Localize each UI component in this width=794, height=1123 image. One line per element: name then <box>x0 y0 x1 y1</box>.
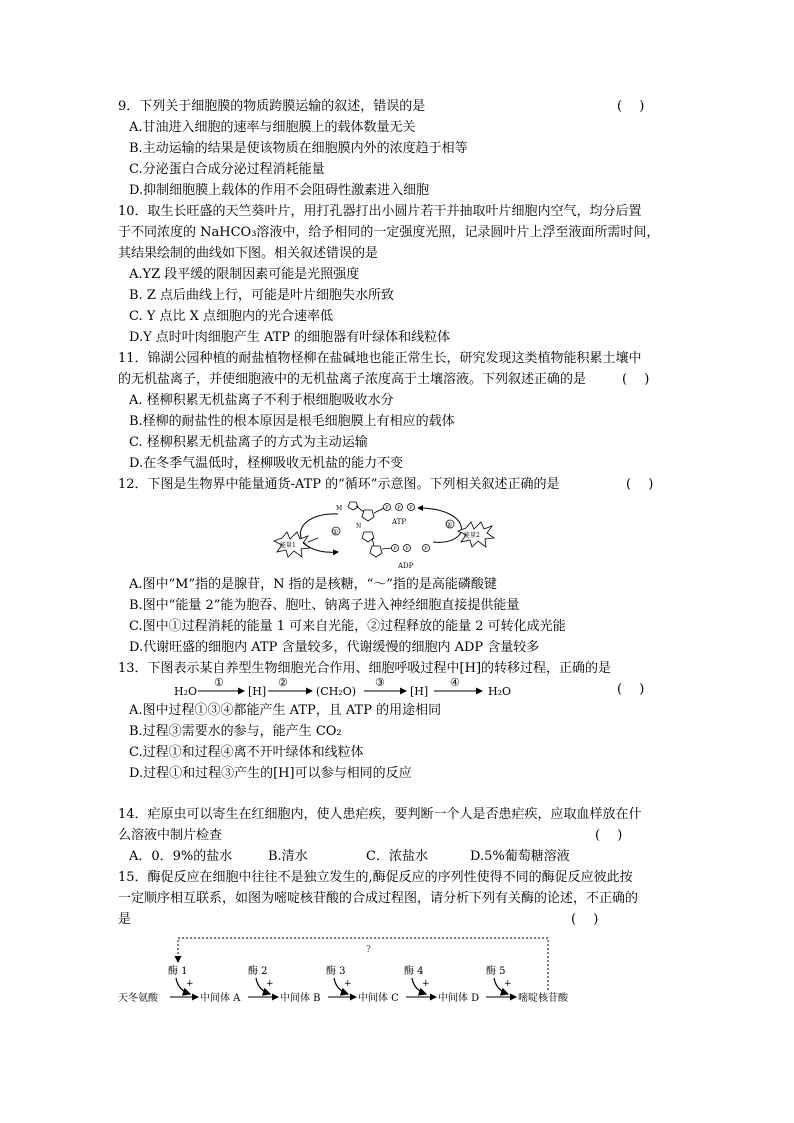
q11-option-b[interactable]: B.柽柳的耐盐性的根本原因是根毛细胞膜上有相应的载体 <box>129 414 455 429</box>
enzyme-5: 酶 5 <box>486 966 506 977</box>
q12-answer-paren[interactable]: ( ) <box>626 477 654 492</box>
q11-option-c[interactable]: C. 柽柳积累无机盐离子的方式为主动运输 <box>129 435 368 450</box>
q10-stem-line2: 于不同浓度的 NaHCO₃溶液中，给予相同的一定强度光照，记录圆叶片上浮至液面所需时间， <box>118 225 660 240</box>
svg-text:P: P <box>409 505 413 511</box>
chain-ch2o: (CH₂O) <box>316 685 357 698</box>
substance-aspartate: 天冬氨酸 <box>118 993 158 1004</box>
q12-option-d[interactable]: D.代谢旺盛的细胞内 ATP 含量较多，代谢缓慢的细胞内 ADP 含量较多 <box>129 640 540 655</box>
q9-option-d[interactable]: D.抑制细胞膜上载体的作用不会阻碍性激素进入细胞 <box>129 183 430 198</box>
feedback-dotted-line <box>178 938 548 990</box>
adp-sugar-ring <box>370 546 382 557</box>
adp-label: ADP <box>398 562 414 570</box>
energy-1-label: 能量1 <box>280 542 296 549</box>
q14-answer-paren[interactable]: ( ) <box>595 828 623 843</box>
chain-h2o-start: H₂O <box>174 685 198 698</box>
chain-h-2: [H] <box>410 685 429 698</box>
svg-text:P: P <box>397 505 401 511</box>
q13-option-d[interactable]: D.过程①和过程③产生的[H]可以参与相同的反应 <box>129 766 412 781</box>
q14-stem-line2: 么溶液中制片检查 <box>118 828 223 843</box>
svg-text:+: + <box>422 979 430 989</box>
q15-stem-line3: 是 <box>118 912 132 927</box>
q10-option-a[interactable]: A.YZ 段平缓的限制因素可能是光照强度 <box>129 267 360 282</box>
process-1-label: ① <box>332 528 339 536</box>
q14-option-a[interactable]: A．0．9%的盐水 <box>129 849 233 864</box>
q13-answer-paren[interactable]: ( ) <box>617 682 645 697</box>
chain-h2o-end: H₂O <box>488 685 512 698</box>
substance-pyrimidine-nucleotide: 嘧啶核苷酸 <box>518 993 568 1004</box>
m-label: M <box>336 505 343 512</box>
svg-text:+: + <box>504 979 512 989</box>
q10-option-d[interactable]: D.Y 点时叶肉细胞产生 ATP 的细胞器有叶绿体和线粒体 <box>129 330 451 345</box>
q11-option-a[interactable]: A. 柽柳积累无机盐离子不利于根细胞吸收水分 <box>129 393 394 408</box>
pyrimidine-synthesis-figure <box>118 934 598 1010</box>
enzyme-1: 酶 1 <box>168 966 188 977</box>
q12-option-a[interactable]: A.图中“M”指的是腺苷，N 指的是核糖，“～”指的是高能磷酸键 <box>129 577 497 592</box>
q10-option-b[interactable]: B. Z 点后曲线上行，可能是叶片细胞失水所致 <box>129 288 394 303</box>
q9-answer-paren[interactable]: ( ) <box>617 99 645 114</box>
energy-2-label: 能量2 <box>464 532 480 539</box>
atp-label: ATP <box>392 518 407 526</box>
q14-option-c[interactable]: C．浓盐水 <box>366 849 428 864</box>
svg-text:P: P <box>393 546 397 552</box>
q10-option-c[interactable]: C. Y 点比 X 点细胞内的光合速率低 <box>129 309 333 324</box>
q13-stem: 13．下图表示某自养型生物细胞光合作用、细胞呼吸过程中[H]的转移过程，正确的是 <box>118 661 612 676</box>
svg-text:P: P <box>424 546 428 552</box>
adp-base-ring <box>362 532 374 542</box>
svg-text:+: + <box>344 979 352 989</box>
q14-option-b[interactable]: B.清水 <box>268 849 308 864</box>
q12-option-c[interactable]: C.图中①过程消耗的能量 1 可来自光能，②过程释放的能量 2 可转化成光能 <box>129 619 566 634</box>
svg-text:+: + <box>266 979 274 989</box>
q9-stem: 9．下列关于细胞膜的物质跨膜运输的叙述，错误的是 <box>118 99 426 114</box>
chain-step-4: ④ <box>450 676 460 689</box>
q15-answer-paren[interactable]: ( ) <box>571 912 599 927</box>
q9-option-b[interactable]: B.主动运输的结果是使该物质在细胞膜内外的浓度趋于相等 <box>129 141 468 156</box>
q14-option-d[interactable]: D.5%葡萄糖溶液 <box>470 849 570 864</box>
q15-stem-line1: 15．酶促反应在细胞中往往不是独立发生的,酶促反应的序列性使得不同的酶促反应彼此按 <box>118 870 633 885</box>
substance-intermediate-c: 中间体 C <box>358 993 399 1004</box>
chain-h-1: [H] <box>248 685 267 698</box>
svg-text:P: P <box>405 546 409 552</box>
enzyme-2: 酶 2 <box>248 966 268 977</box>
n-label: N <box>356 523 362 530</box>
chain-step-1: ① <box>214 676 224 689</box>
cycle-right-arc <box>418 508 461 542</box>
q12-option-b[interactable]: B.图中“能量 2”能为胞吞、胞吐、钠离子进入神经细胞直接提供能量 <box>129 598 520 613</box>
chain-step-2: ② <box>278 676 288 689</box>
substance-intermediate-d: 中间体 D <box>438 993 480 1004</box>
q11-answer-paren[interactable]: ( ) <box>622 372 650 387</box>
q10-stem-line3: 其结果绘制的曲线如下图。相关叙述错误的是 <box>118 246 379 261</box>
process-2-label: ② <box>446 521 453 529</box>
q13-option-b[interactable]: B.过程③需要水的参与，能产生 CO₂ <box>129 724 342 739</box>
substance-intermediate-a: 中间体 A <box>200 993 241 1004</box>
q10-stem-line1: 10．取生长旺盛的天竺葵叶片，用打孔器打出小圆片若干并抽取叶片细胞内空气，均分后置 <box>118 204 642 219</box>
feedback-question-mark: ? <box>366 945 371 955</box>
q13-option-a[interactable]: A.图中过程①③④都能产生 ATP，且 ATP 的用途相同 <box>129 703 442 718</box>
q14-stem-line1: 14．疟原虫可以寄生在红细胞内，使人患疟疾，要判断一个人是否患疟疾，应取血样放在什 <box>118 807 642 822</box>
enzyme-3: 酶 3 <box>326 966 346 977</box>
q9-option-c[interactable]: C.分泌蛋白合成分泌过程消耗能量 <box>129 162 325 177</box>
svg-text:P: P <box>385 505 389 511</box>
substance-intermediate-b: 中间体 B <box>280 993 321 1004</box>
q11-option-d[interactable]: D.在冬季气温低时，柽柳吸收无机盐的能力不变 <box>129 456 404 471</box>
q13-option-c[interactable]: C.过程①和过程④离不开叶绿体和线粒体 <box>129 745 364 760</box>
q11-stem-line2: 的无机盐离子，并使细胞液中的无机盐离子浓度高于土壤溶液。下列叙述正确的是 <box>118 372 587 387</box>
q11-stem-line1: 11．锦湖公园种植的耐盐植物柽柳在盐碱地也能正常生长，研究发现这类植物能积累土壤中 <box>118 351 642 366</box>
q12-stem: 12．下图是生物界中能量通货-ATP 的“循环”示意图。下列相关叙述正确的是 <box>118 477 560 492</box>
q9-option-a[interactable]: A.甘油进入细胞的速率与细胞膜上的载体数量无关 <box>129 120 416 135</box>
atp-cycle-figure <box>268 494 500 572</box>
q15-stem-line2: 一定顺序相互联系，如图为嘧啶核苷酸的合成过程图，请分析下列有关酶的论述，不正确的 <box>118 891 639 906</box>
enzyme-4: 酶 4 <box>404 966 424 977</box>
svg-text:+: + <box>186 979 194 989</box>
chain-step-3: ③ <box>375 676 385 689</box>
h-transfer-chain <box>170 674 520 700</box>
